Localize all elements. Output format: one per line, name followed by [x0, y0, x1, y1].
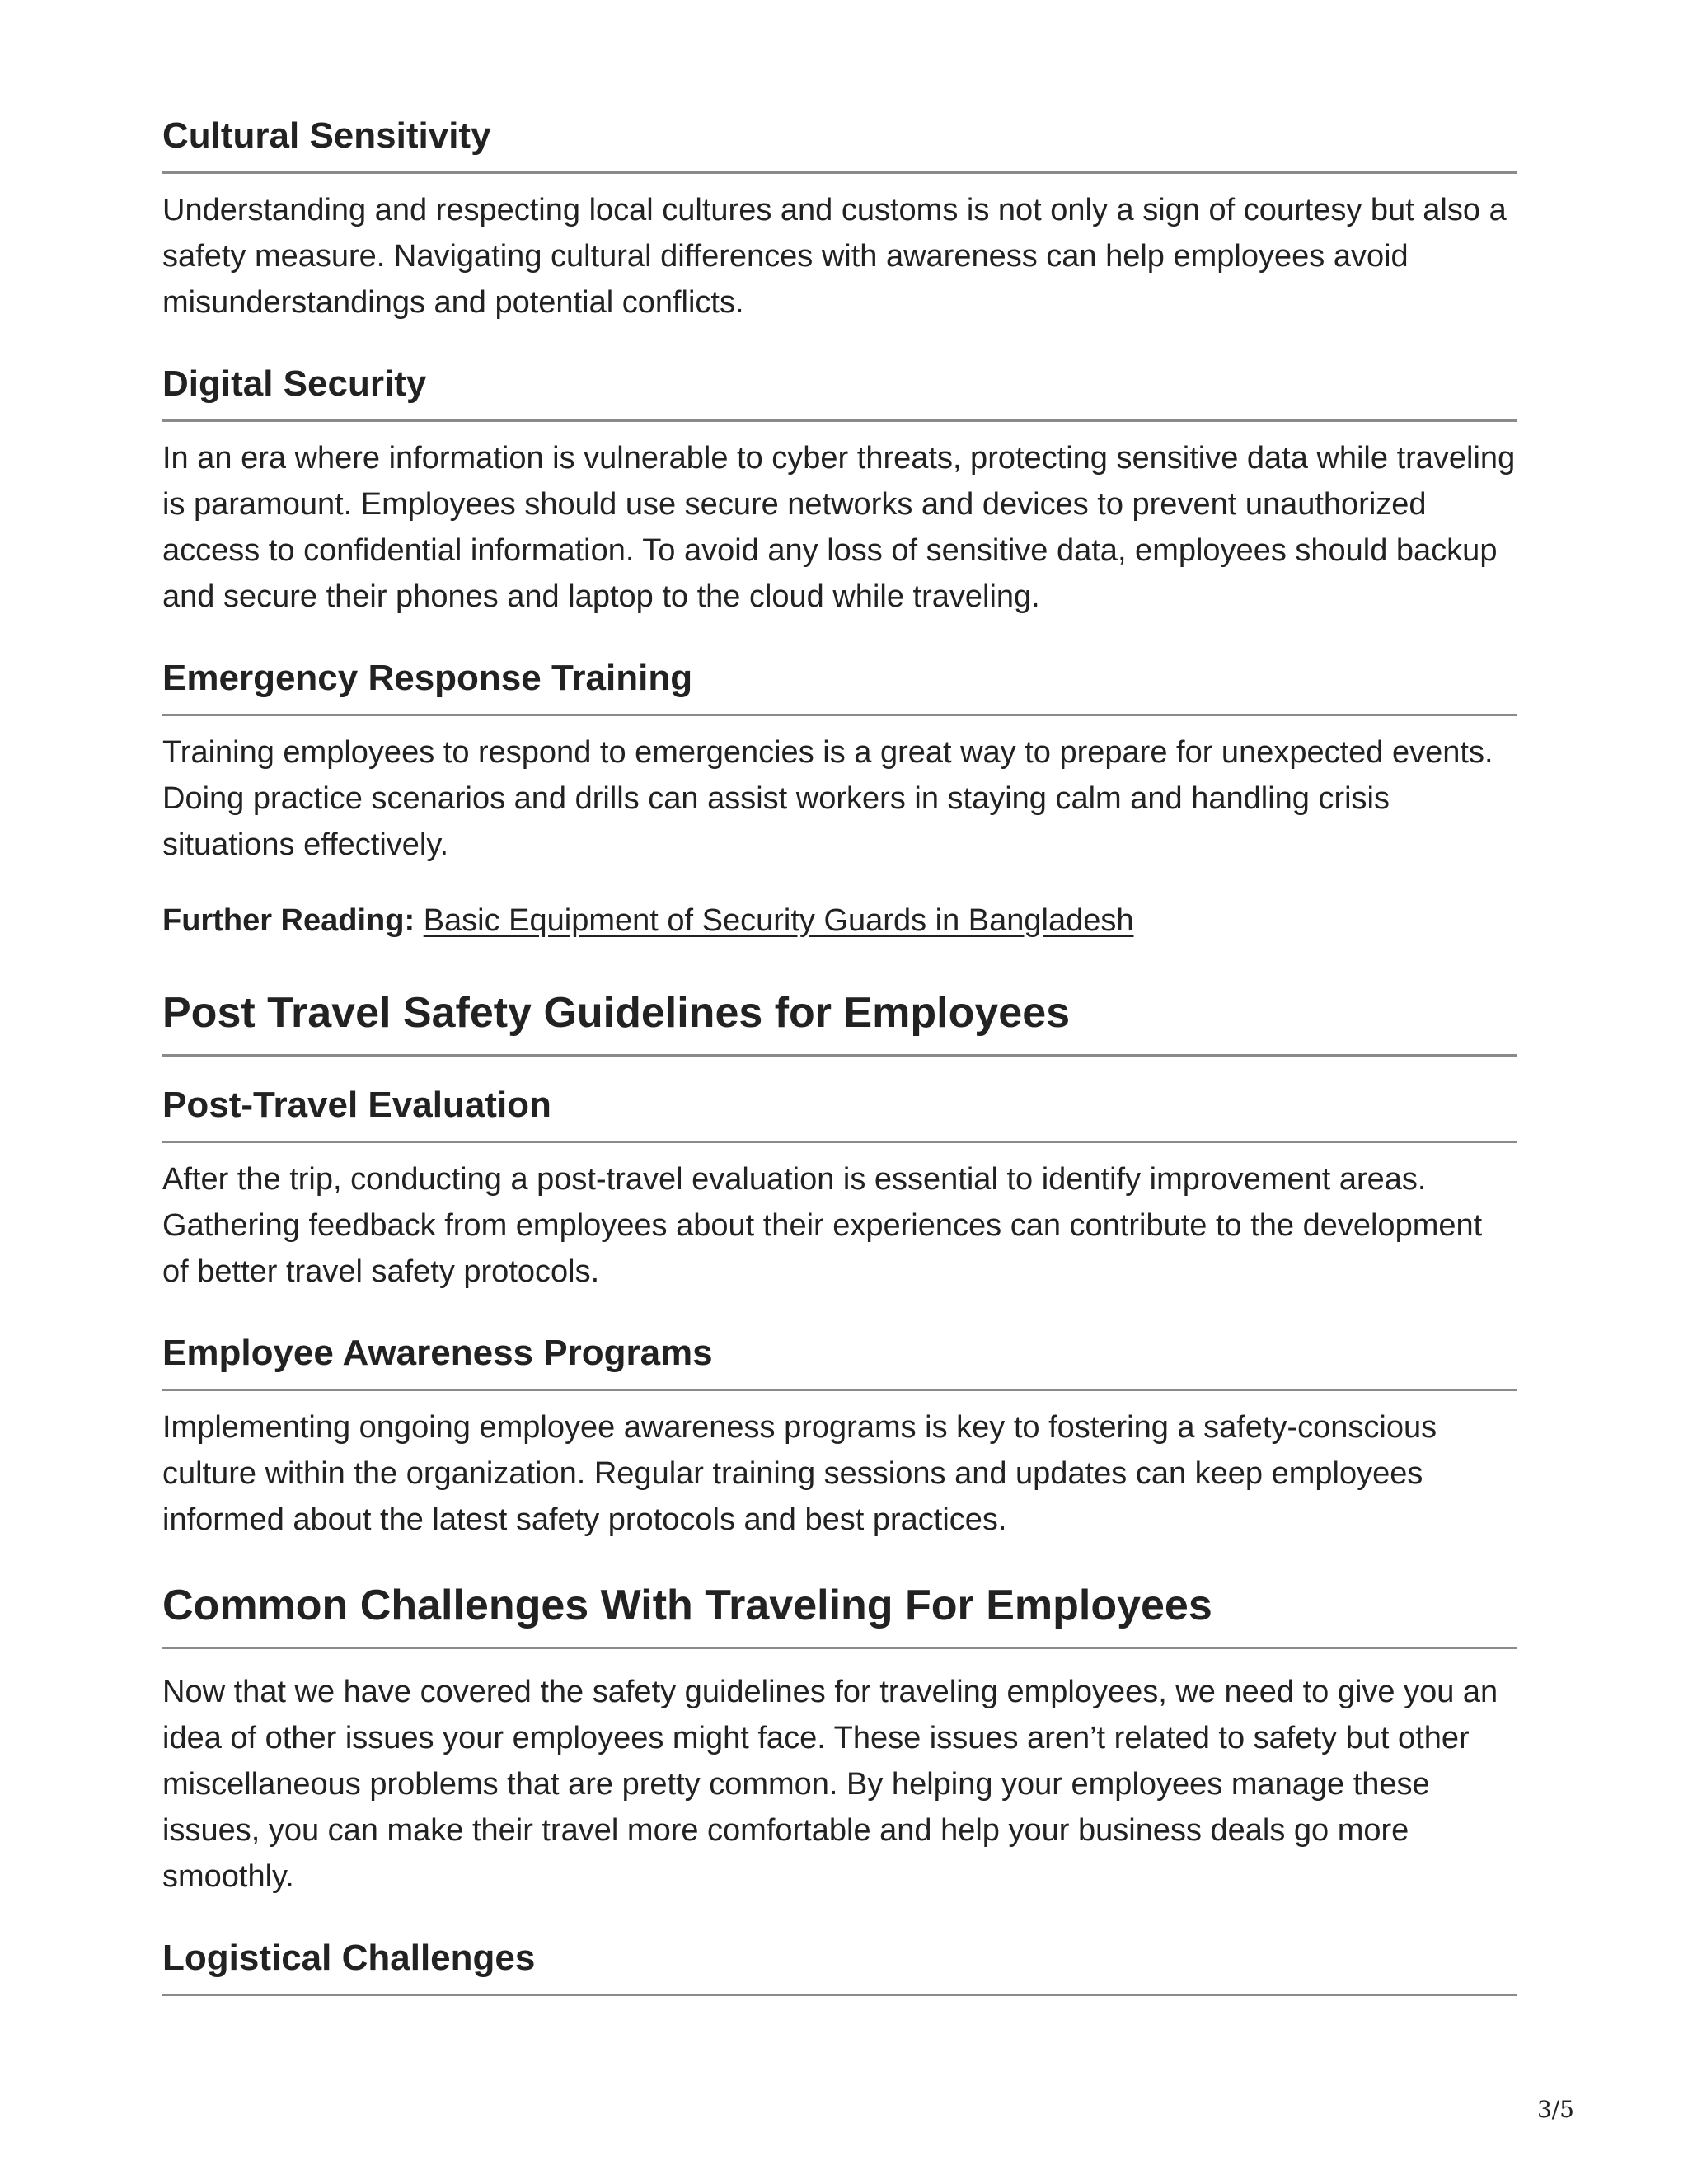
heading-cultural-sensitivity: Cultural Sensitivity — [162, 107, 1517, 174]
paragraph-emergency-response-training: Training employees to respond to emergencies is a great way to prepare for unexpected events. Doing practice scenarios and drills can assist workers in staying calm and handling crisis situations effectively. — [162, 735, 1493, 862]
paragraph-post-travel-evaluation: After the trip, conducting a post-travel evaluation is essential to identify improvement areas. Gathering feedback from employees about their experiences can contribute to the development of better travel safety protocols. — [162, 1162, 1483, 1289]
page-number: 3/5 — [1536, 2096, 1574, 2123]
heading-employee-awareness-programs: Employee Awareness Programs — [162, 1324, 1517, 1391]
heading-post-travel-safety: Post Travel Safety Guidelines for Employees — [162, 980, 1517, 1057]
further-reading — [162, 898, 1517, 944]
paragraph-common-challenges: Now that we have covered the safety guidelines for traveling employees, we need to give you an idea of other issues your employees might face. These issues aren’t related to safety but other miscellaneous problems that are pretty common. By helping your employees manage these issues, you can make their travel more comfortable and help your business deals go more smoothly. — [162, 1675, 1498, 1894]
heading-emergency-response-training: Emergency Response Training — [162, 649, 1517, 716]
heading-post-travel-evaluation: Post-Travel Evaluation — [162, 1076, 1517, 1143]
article-content — [162, 107, 1517, 2009]
heading-digital-security: Digital Security — [162, 355, 1517, 422]
heading-logistical-challenges: Logistical Challenges — [162, 1929, 1517, 1996]
paragraph-digital-security: In an era where information is vulnerable to cyber threats, protecting sensitive data while traveling is paramount. Employees should use secure networks and devices to prevent unauthorized access to confidential information. To avoid any loss of sensitive data, employees should backup and secure their phones and laptop to the cloud while traveling. — [162, 441, 1516, 614]
heading-common-challenges: Common Challenges With Traveling For Employees — [162, 1572, 1517, 1649]
further-reading-label: Further Reading: — [162, 903, 415, 938]
further-reading-link[interactable]: Basic Equipment of Security Guards in Bangladesh — [423, 903, 1134, 938]
paragraph-employee-awareness-programs: Implementing ongoing employee awareness programs is key to fostering a safety-conscious culture within the organization. Regular training sessions and updates can keep employees informed about the latest safety protocols and best practices. — [162, 1410, 1437, 1537]
paragraph-cultural-sensitivity: Understanding and respecting local cultures and customs is not only a sign of courtesy but also a safety measure. Navigating cultural differences with awareness can help employees avoid misunderstandings and potential conflicts. — [162, 193, 1507, 320]
